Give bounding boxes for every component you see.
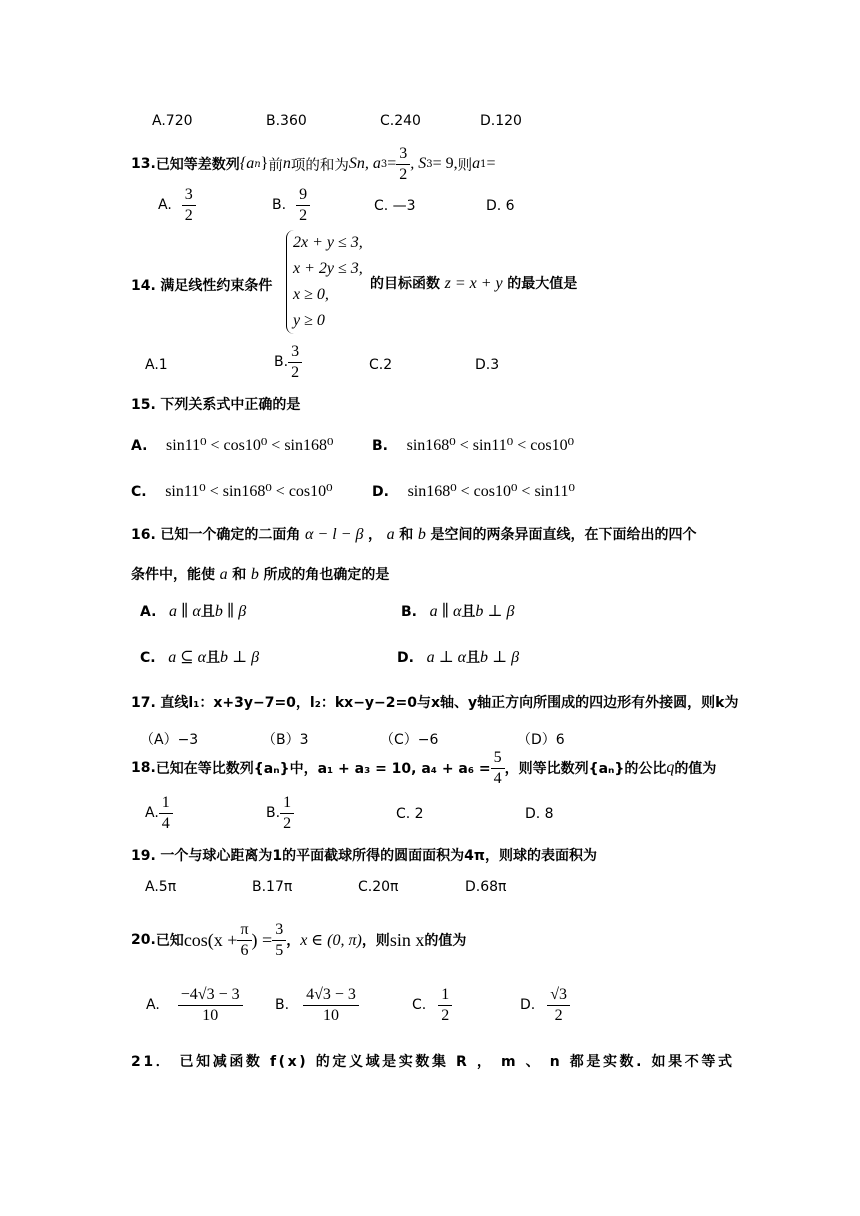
- q16-option-d-mid: 且: [466, 650, 481, 666]
- q16-line2: [131, 564, 389, 584]
- q14-option-b-den: 2: [291, 363, 300, 381]
- q15-option-c-text: sin11⁰ < sin168⁰ < cos10⁰: [165, 483, 333, 500]
- q20-option-b-num: 4√3 − 3: [303, 986, 359, 1006]
- q17-number: 17.: [131, 695, 156, 711]
- q14-constraint-3: x ≥ 0,: [293, 286, 329, 303]
- q13-a1-eq: =: [486, 155, 496, 172]
- q17-option-c: （C）−6: [380, 732, 439, 748]
- q16-option-a-label: A.: [140, 604, 157, 620]
- q20-option-a-num: −4√3 − 3: [178, 986, 243, 1006]
- q15-option-b: [372, 435, 574, 455]
- q17-option-b: （B）3: [262, 732, 309, 748]
- q13-option-d: D. 6: [486, 198, 515, 214]
- q20-domain: x ∈ (0, π): [300, 932, 362, 949]
- q16-text-2a: 条件中，能使: [131, 567, 215, 583]
- q13-option-a-den: 2: [184, 206, 193, 224]
- q18-number: 18.: [131, 760, 156, 776]
- q19-stem: [131, 845, 597, 865]
- q16-text-2c: 和: [232, 567, 247, 583]
- q20-option-c-den: 2: [441, 1006, 450, 1024]
- q15-stem: [131, 394, 300, 414]
- q16-text-1f: 是空间的两条异面直线，在下面给出的四个: [430, 527, 697, 543]
- q19-number: 19.: [131, 848, 156, 864]
- q20-cos-pre: cos(x +: [183, 929, 238, 950]
- q14-number: 14.: [131, 278, 156, 294]
- q13-stem: [131, 144, 496, 184]
- q20-val-den: 5: [275, 941, 284, 959]
- q14-stem-left: [131, 275, 272, 295]
- q14-option-b: [274, 343, 302, 381]
- q13-text-sum: 项的和为: [290, 157, 349, 174]
- q15-option-d-text: sin168⁰ < cos10⁰ < sin11⁰: [407, 483, 575, 500]
- q19-option-a: A.5π: [145, 879, 177, 895]
- q16-b-2: b: [250, 566, 259, 583]
- q16-line1: [131, 524, 696, 544]
- q20-option-b-frac: [303, 986, 359, 1024]
- q18-q: q: [666, 759, 675, 776]
- q13-S3: , S: [410, 155, 427, 172]
- q18-option-a-num: 1: [159, 794, 173, 814]
- q16-option-d-label: D.: [397, 650, 414, 666]
- q13-a1: a: [472, 155, 481, 172]
- q14-constraint-4: y ≥ 0: [293, 312, 325, 329]
- q20-option-d-frac: [547, 986, 570, 1024]
- q16-a-2: a: [219, 566, 228, 583]
- q15-option-a-label: A.: [131, 438, 148, 454]
- q16-text-2e: 所成的角也确定的是: [263, 567, 390, 583]
- q18-option-d: D. 8: [525, 806, 554, 822]
- q20-option-c-num: 1: [438, 986, 452, 1006]
- q13-text-front: 前: [268, 157, 283, 174]
- q20-stem: [131, 918, 466, 962]
- q14-text-max: 的最大值是: [507, 276, 578, 292]
- q16-a: a: [386, 526, 395, 543]
- q16-option-a-m2: b ∥ β: [214, 603, 247, 620]
- q18-text-1: 已知在等比数列{aₙ}中，a₁ + a₃ = 10, a₄ + a₆ =: [155, 761, 491, 777]
- q17-option-d: （D）6: [517, 732, 565, 748]
- q20-option-c-label: C.: [412, 997, 427, 1014]
- q18-option-b-label: B.: [266, 805, 281, 822]
- q13-frac-num: 3: [396, 145, 410, 165]
- q15-option-b-text: sin168⁰ < sin11⁰ < cos10⁰: [406, 437, 574, 454]
- q13-a3-sub: 3: [380, 158, 388, 170]
- q16-option-d-m1: a ⊥ α: [426, 649, 467, 666]
- q12-option-d: D.120: [480, 113, 522, 129]
- q16-option-a-mid: 且: [200, 604, 215, 620]
- q18-fraction: [491, 749, 505, 787]
- q16-text-1d: 和: [399, 527, 414, 543]
- q13-option-b-num: 9: [296, 186, 310, 206]
- q20-option-a: [146, 986, 243, 1024]
- q20-option-b: [275, 986, 359, 1024]
- q16-option-a-m1: a ∥ α: [169, 603, 201, 620]
- q18-option-b: [266, 794, 294, 832]
- q15-option-d-label: D.: [372, 484, 389, 500]
- q20-text-1: 已知: [155, 933, 184, 949]
- q16-option-c-mid: 且: [206, 650, 221, 666]
- q19-option-c: C.20π: [358, 879, 399, 895]
- q14-text-prefix: 满足线性约束条件: [160, 278, 273, 294]
- q20-option-d-den: 2: [554, 1006, 563, 1024]
- q13-option-a-label: A.: [158, 197, 172, 214]
- q13-seq-sub: n: [254, 158, 261, 170]
- q16-text-1a: 已知一个确定的二面角: [160, 527, 301, 543]
- q13-seq-open: {a: [239, 155, 255, 172]
- q13-option-a: [158, 186, 196, 224]
- q14-option-a: A.1: [145, 357, 168, 373]
- q14-option-b-frac: [288, 343, 302, 381]
- q18-option-b-den: 2: [283, 814, 292, 832]
- q13-S3-sub: 3: [426, 158, 433, 170]
- q19-option-b: B.17π: [252, 879, 293, 895]
- q14-constraint-2: x + 2y ≤ 3,: [293, 260, 363, 277]
- q13-a3: , a: [364, 155, 381, 172]
- q20-cos-post: ) =: [251, 929, 273, 950]
- q15-option-d: [372, 481, 575, 501]
- q18-option-c: C. 2: [396, 806, 424, 822]
- q14-objective-expr: z = x + y: [444, 275, 503, 292]
- q19-option-d: D.68π: [465, 879, 507, 895]
- q17-text: 直线l₁：x+3y−7=0，l₂：kx−y−2=0与x轴、y轴正方向所围成的四边形有外接圆，则k为: [160, 695, 739, 711]
- q18-option-a-frac: [159, 794, 173, 832]
- q13-option-c: C. —3: [374, 198, 416, 214]
- q21-text: 已知减函数 f(x) 的定义域是实数集 R ， m 、 n 都是实数. 如果不等式: [179, 1054, 735, 1070]
- q16-option-b-m1: a ∥ α: [429, 603, 462, 620]
- q20-option-a-den: 10: [202, 1006, 219, 1024]
- q20-option-b-label: B.: [275, 997, 290, 1014]
- q13-S: S: [348, 155, 357, 172]
- q15-text: 下列关系式中正确的是: [160, 397, 301, 413]
- q16-option-b-mid: 且: [461, 604, 476, 620]
- q18-option-b-num: 1: [280, 794, 294, 814]
- q14-option-d: D.3: [475, 357, 500, 373]
- q13-S3-val: = 9,: [432, 155, 458, 172]
- q14-constraint-1: 2x + y ≤ 3,: [293, 234, 363, 251]
- q16-dihedral: α − l − β: [305, 526, 364, 543]
- q15-option-a-text: sin11⁰ < cos10⁰ < sin168⁰: [166, 437, 334, 454]
- q13-frac-den: 2: [399, 165, 408, 183]
- q20-option-a-frac: [178, 986, 243, 1024]
- q14-option-c: C.2: [369, 357, 393, 373]
- q12-option-a: A.720: [152, 113, 193, 129]
- q18-frac-den: 4: [493, 769, 502, 787]
- q20-option-d: [520, 986, 570, 1024]
- q18-option-b-frac: [280, 794, 294, 832]
- q15-option-c: [131, 481, 333, 501]
- q20-option-a-label: A.: [146, 997, 160, 1014]
- q16-option-d-m2: b ⊥ β: [480, 649, 520, 666]
- q13-seq-close: }: [260, 155, 269, 172]
- q13-a1-sub: 1: [480, 158, 487, 170]
- q20-pi-frac: [237, 921, 251, 959]
- q13-eq: =: [387, 155, 397, 172]
- q18-option-a-label: A.: [145, 805, 159, 822]
- q18-option-a: [145, 794, 173, 832]
- q19-text: 一个与球心距离为1的平面截球所得的圆面面积为4π，则球的表面积为: [160, 848, 597, 864]
- q18-text-2: ，则等比数列{aₙ}的公比: [504, 761, 667, 777]
- q18-stem: [131, 748, 716, 788]
- q16-b: b: [417, 526, 426, 543]
- q14-option-b-num: 3: [288, 343, 302, 363]
- q20-pi-den: 6: [240, 941, 249, 959]
- q16-option-c-m1: a ⊆ α: [168, 649, 207, 666]
- q16-option-b: [401, 601, 514, 621]
- q20-number: 20.: [131, 932, 156, 948]
- q20-text-4: 的值为: [424, 933, 467, 949]
- q13-text-prefix: 已知等差数列: [155, 157, 240, 173]
- q21-number: 21．: [131, 1054, 173, 1070]
- q15-option-a: [131, 435, 333, 455]
- q15-option-c-label: C.: [131, 484, 147, 500]
- q16-option-b-label: B.: [401, 604, 417, 620]
- q13-n: n: [282, 155, 291, 172]
- q13-option-b-frac: [296, 186, 310, 224]
- q13-S-sub: n: [356, 155, 365, 172]
- q14-option-b-label: B.: [274, 354, 289, 371]
- q16-text-1b: ，: [368, 527, 383, 543]
- q16-option-d: [397, 647, 519, 667]
- q13-option-b-label: B.: [272, 197, 287, 214]
- q16-option-b-m2: b ⊥ β: [475, 603, 515, 620]
- q14-stem-right: [370, 273, 577, 293]
- q16-option-c-label: C.: [140, 650, 156, 666]
- q18-text-3: 的值为: [674, 761, 717, 777]
- q13-option-b-den: 2: [299, 206, 308, 224]
- q13-option-b: [272, 186, 310, 224]
- q12-option-c: C.240: [380, 113, 421, 129]
- q20-val-frac: [272, 921, 286, 959]
- q20-option-b-den: 10: [322, 1006, 339, 1024]
- q20-option-c: [412, 986, 452, 1024]
- q20-sinx: sin x: [389, 929, 425, 950]
- q14-text-objective: 的目标函数: [370, 276, 440, 292]
- q16-option-a: [140, 601, 246, 621]
- q17-stem: [131, 692, 738, 712]
- q20-option-d-label: D.: [520, 997, 536, 1014]
- q15-option-b-label: B.: [372, 438, 388, 454]
- q20-text-3: ，则: [361, 933, 390, 949]
- q18-frac-num: 5: [491, 749, 505, 769]
- q14-constraint-system: [286, 230, 363, 334]
- q20-option-d-num: √3: [547, 986, 570, 1006]
- q20-text-2: ，: [286, 933, 301, 949]
- q13-then: 则: [457, 157, 473, 174]
- q13-number: 13.: [131, 156, 156, 172]
- q17-option-a: （A）−3: [140, 732, 199, 748]
- q16-option-c-m2: b ⊥ β: [220, 649, 260, 666]
- q16-option-c: [140, 647, 259, 667]
- q20-val-num: 3: [272, 921, 286, 941]
- q12-option-b: B.360: [266, 113, 307, 129]
- q16-number: 16.: [131, 527, 156, 543]
- q20-pi-num: π: [237, 921, 251, 941]
- q15-number: 15.: [131, 397, 156, 413]
- q18-option-a-den: 4: [161, 814, 170, 832]
- q13-fraction: [396, 145, 410, 183]
- q13-option-a-num: 3: [182, 186, 196, 206]
- q21-stem: [131, 1051, 735, 1071]
- q13-option-a-frac: [182, 186, 196, 224]
- q20-option-c-frac: [438, 986, 452, 1024]
